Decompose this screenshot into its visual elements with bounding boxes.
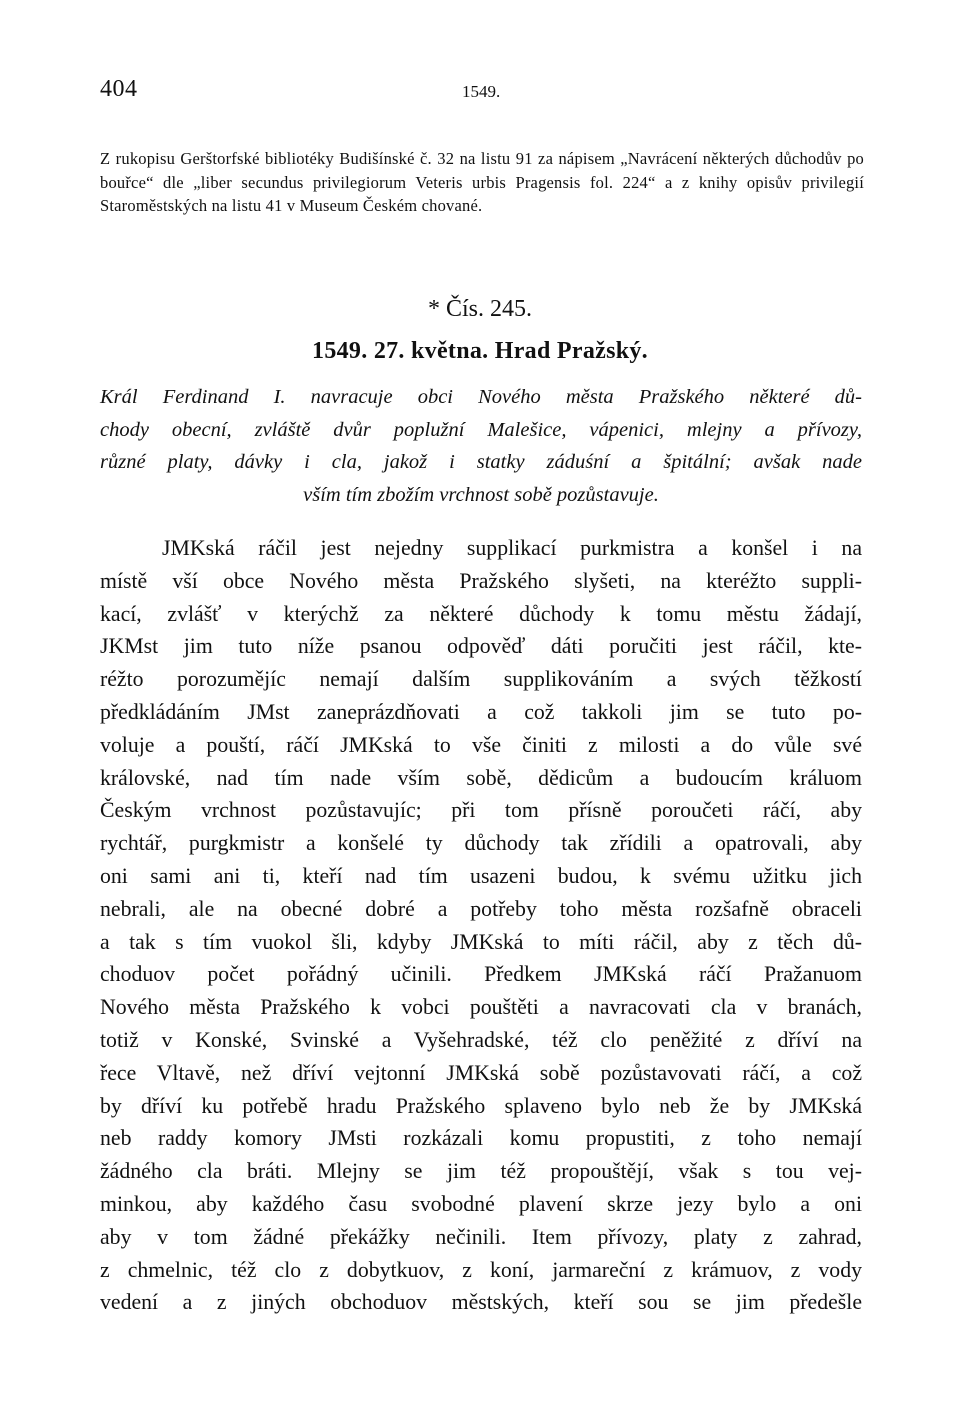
source-note: Z rukopisu Gerštorfské bibliotéky Budišínské č. 32 na listu 91 za nápisem „Navrácení některých důchodův po bouřce“ dle „liber secundus privilegiorum Veteris urbis Pragensis fol. 224“ a z knihy opisův privilegií Staroměstských na listu 41 v Museum Českém chované. — [100, 149, 864, 215]
document-date-place: 1549. 27. května. Hrad Pražský. — [312, 338, 648, 364]
body-line: předkládáním JMst zaneprázdňovati a což takkoli jim se tuto po- — [100, 699, 862, 724]
body-line: z chmelnic, též clo z dobytkuov, z koní, jarmareční z krámuov, z vody — [100, 1257, 862, 1282]
body-line: choduov počet pořádný učinili. Předkem JMKská ráčí Pražanuom — [100, 962, 862, 987]
body-line: by dříví ku potřebě hradu Pražského splaveno bylo neb že by JMKská — [100, 1093, 862, 1118]
body-line: totiž v Konské, Svinské a Vyšehradské, též clo peněžité z dříví na — [100, 1027, 862, 1052]
body-line: voluje a pouští, ráčí JMKská to vše činiti z milosti a do vůle své — [100, 732, 862, 757]
page-header — [100, 76, 860, 116]
body-line: nebrali, ale na obecné dobré a potřeby toho města rozšafně obraceli — [100, 896, 862, 921]
body-line: aby v tom žádné překážky nečinili. Item přívozy, platy z zahrad, — [100, 1224, 862, 1249]
regest-line: vším tím zbožím vrchnost sobě pozůstavuje. — [303, 483, 659, 506]
body-line: Nového města Pražského k vobci pouštěti a navracovati cla v branách, — [100, 995, 862, 1020]
document-body — [100, 532, 862, 1319]
body-line: neb raddy komory JMsti rozkázali komu propustiti, z toho nemají — [100, 1126, 862, 1151]
body-line: minkou, aby každého času svobodné plavení skrze jezy bylo a oni — [100, 1191, 862, 1216]
regest-line: chody obecní, zvláště dvůr poplužní Malešice, vápenici, mlejny a přívozy, — [100, 418, 862, 441]
regest-line: Král Ferdinand I. navracuje obci Nového města Pražského některé dů- — [100, 386, 862, 408]
body-line: JKMst jim tuto níže psanou odpověď dáti poručiti jest ráčil, kte- — [100, 634, 862, 659]
body-line: místě vší obce Nového města Pražského slyšeti, na kteréžto suppli- — [100, 568, 862, 593]
body-line: žádného cla bráti. Mlejny se jim též propouštějí, však s tou vej- — [100, 1159, 862, 1184]
body-line: vedení a z jiných obchoduov městských, kteří sou se jim předešle — [100, 1290, 862, 1315]
regest-line: různé platy, dávky i cla, jakož i statky záduśní a špitální; avšak nade — [100, 451, 862, 473]
body-line: kací, zvlášť v kterýchž za některé důchody k tomu městu žádají, — [100, 601, 862, 626]
body-line: JMKská ráčil jest nejedny supplikací purkmistra a konšel i na — [162, 536, 862, 560]
body-line: rychtář, purgkmistr a konšelé ty důchody tak zřídili a opatrovali, aby — [100, 831, 862, 856]
document-number: * Čís. 245. — [427, 296, 532, 322]
body-line: Českým vrchnost pozůstavujíc; při tom přísně poroučeti ráčí, aby — [100, 798, 862, 823]
body-line: řece Vltavě, než dříví vejtonní JMKská sobě pozůstavovati ráčí, a což — [100, 1060, 862, 1085]
regest-summary — [100, 381, 862, 511]
page-number: 404 — [100, 76, 138, 102]
body-line: réžto porozumějíc nemají dalším supplikováním a svých těžkostí — [100, 667, 862, 692]
body-line: a tak s tím vuokol šli, kdyby JMKská to míti ráčil, aby z těch dů- — [100, 929, 862, 954]
running-header-year: 1549. — [462, 82, 501, 101]
body-line: královské, nad tím nade vším sobě, dědicům a budoucím králuom — [100, 765, 862, 790]
body-line: oni sami ani ti, kteří nad tím usazeni budou, k svému užitku jich — [100, 863, 862, 888]
